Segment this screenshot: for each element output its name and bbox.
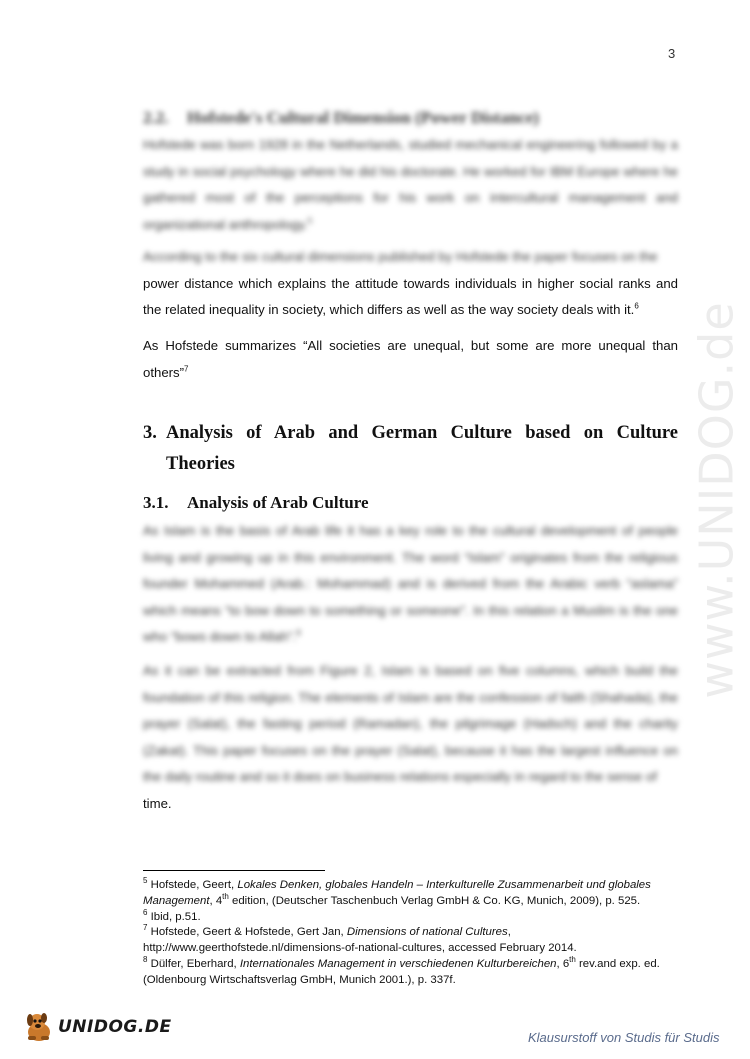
- paragraph-text: As Hofstede summarizes “All societies are unequal, but some are more unequal than others”: [143, 338, 678, 380]
- footnote-text: , 6: [556, 957, 570, 970]
- footnote-superscript: th: [569, 955, 576, 965]
- footnote-8: [143, 957, 683, 989]
- footnote-ref: 5: [307, 216, 313, 226]
- footnote-title: Dimensions of national Cultures: [346, 926, 508, 939]
- section-title: Analysis of Arab and German Culture based on Culture Theories: [166, 423, 678, 474]
- paragraph-text: As Islam is the basis of Arab life it has a key role to the cultural development of people living and growing up in this environment. The word “Islam” originates from the religious founder Mohammed (Arab.: Mohammad) and is derived from the Arabic verb “aslama” which means “to bow down to something or someone”. In this relation a Muslim is the one who “bows down to Allah”.: [143, 523, 678, 644]
- section-2-2-paragraph-2: [143, 244, 678, 324]
- section-3-1-paragraph-1: [143, 518, 678, 651]
- footnote-number: 5: [143, 876, 148, 886]
- unidog-logo: [22, 1010, 172, 1044]
- section-title: Hofstede's Cultural Dimension (Power Distance): [187, 108, 539, 127]
- section-number: 2.2.: [143, 108, 169, 127]
- paragraph-text: Hofstede was born 1928 in the Netherlands, studied mechanical engineering followed by a study in social psychology where he did his doctorate. He worked for IBM Europe where he gathered most of the perceptions for his work on intercultural management and organizational anthropology.: [143, 137, 678, 232]
- section-number: 3.1.: [143, 493, 169, 512]
- footer-tagline: Klausurstoff von Studis für Studis: [528, 1030, 720, 1045]
- footnote-ref: 6: [634, 301, 639, 311]
- page-number: 3: [668, 46, 676, 61]
- paragraph-text: time.: [143, 795, 172, 811]
- footnote-number: 6: [143, 907, 148, 917]
- footnote-text: rev.and exp. ed.: [575, 957, 660, 970]
- footnote-6: [143, 907, 683, 926]
- footnote-5: [143, 878, 683, 910]
- section-number: 3.: [143, 423, 157, 443]
- footnote-text: Dülfer, Eberhard,: [147, 957, 240, 970]
- footnotes: [143, 878, 683, 989]
- section-2-2-heading: [143, 108, 539, 128]
- footnote-text: (Oldenbourg Wirtschaftsverlag GmbH, Munich 2001.), p. 337f.: [143, 973, 456, 986]
- footnote-url: http://www.geerthofstede.nl/dimensions-of-national-cultures, accessed February 2014.: [143, 942, 577, 955]
- footnote-7: [143, 925, 683, 957]
- section-3-1-paragraph-2: [143, 658, 678, 817]
- watermark-text: www.UNIDOG.de: [690, 301, 744, 699]
- footnote-title: Internationales Management in verschiedenen Kulturbereichen: [239, 957, 557, 970]
- footnote-text: Ibid, p.51.: [147, 910, 201, 923]
- footnote-text: ,: [507, 926, 511, 939]
- footnote-superscript: th: [222, 892, 229, 901]
- footnote-number: 7: [143, 923, 148, 933]
- section-2-2-paragraph-1: [143, 132, 678, 238]
- logo-wordmark: UNIDOG.DE: [58, 1017, 172, 1037]
- footnote-text: Hofstede, Geert,: [147, 879, 238, 891]
- dog-mascot-icon: [22, 1010, 56, 1044]
- footnote-ref: 7: [184, 364, 189, 374]
- footnote-separator: [143, 870, 325, 871]
- section-title: Analysis of Arab Culture: [187, 493, 369, 512]
- section-3-heading: [143, 418, 678, 480]
- blurred-line: According to the six cultural dimensions published by Hofstede the paper focuses on the: [143, 249, 658, 264]
- footnote-number: 8: [143, 955, 148, 965]
- footnote-title: Lokales Denken, globales Handeln – Interkulturelle Zusammenarbeit und globales Management: [143, 879, 651, 907]
- footnote-text: , 4: [209, 894, 223, 907]
- section-2-2-paragraph-3: [143, 333, 678, 386]
- footnote-text: Hofstede, Geert & Hofstede, Gert Jan,: [147, 926, 347, 939]
- paragraph-text: power distance which explains the attitude towards individuals in higher social ranks and the related inequality in society, which differs as well as the way society deals with it.: [143, 275, 678, 317]
- footnote-text: edition, (Deutscher Taschenbuch Verlag GmbH & Co. KG, Munich, 2009), p. 525.: [228, 894, 641, 907]
- blurred-paragraph-text: As it can be extracted from Figure 2, Islam is based on five columns, which build the foundation of this religion. The elements of Islam are the confession of faith (Shahada), the prayer (Salat), the fasting period (Ramadan), the pilgrimage (Hadsch) and the charity (Zakat). This paper focuses on the prayer (Salat), because it has the largest influence on the daily routine and so it does on business relations especially in regard to the sense of: [143, 663, 678, 784]
- footnote-ref: 8: [296, 628, 301, 638]
- section-3-1-heading: [143, 493, 369, 513]
